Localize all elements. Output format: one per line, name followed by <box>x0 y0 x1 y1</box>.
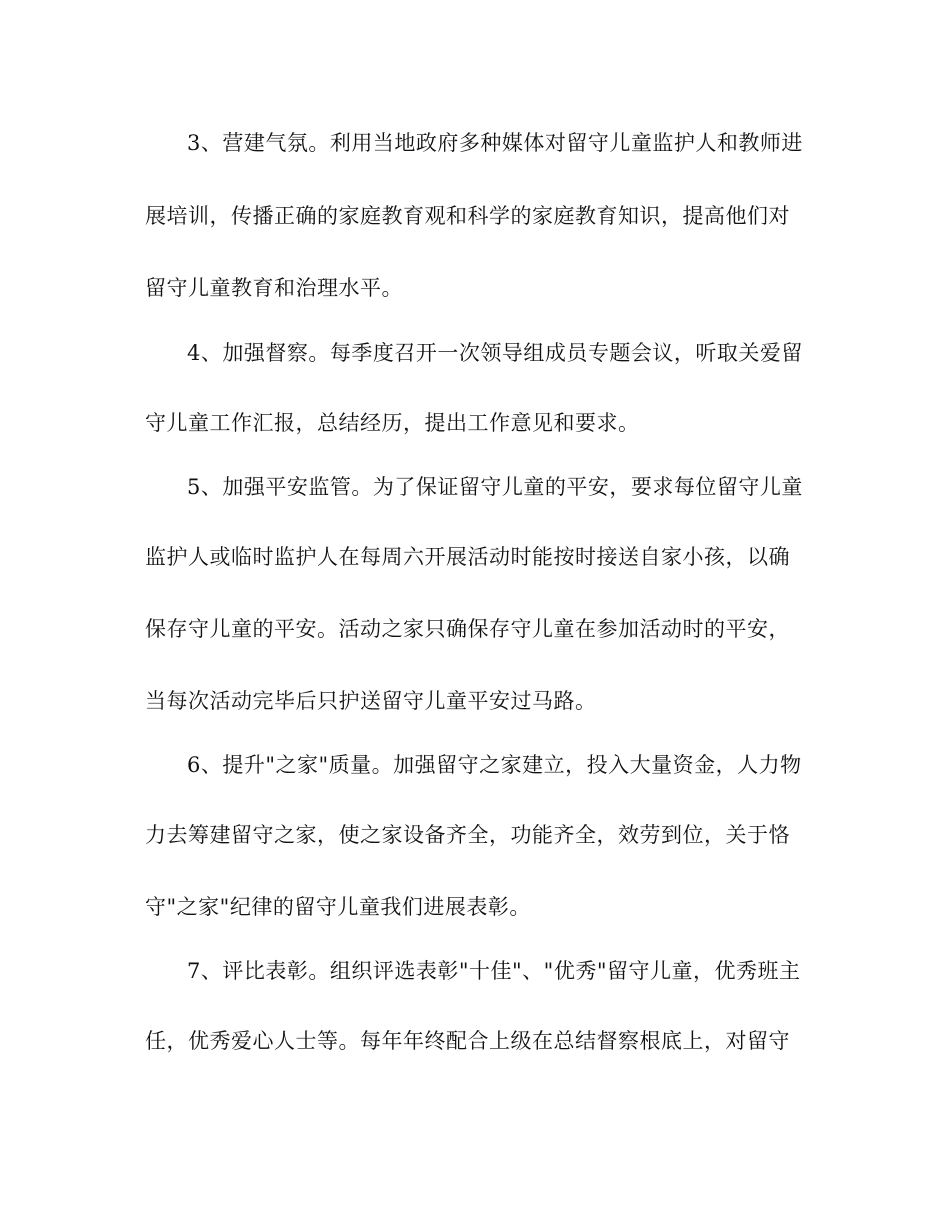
paragraph-5-line-1: 5、加强平安监管。为了保证留守儿童的平安，要求每位留守儿童 <box>187 475 803 499</box>
paragraph-6-line-2: 力去筹建留守之家，使之家设备齐全，功能齐全，效劳到位，关于恪 <box>145 823 790 847</box>
paragraph-5-line-2: 监护人或临时监护人在每周六开展活动时能按时接送自家小孩，以确 <box>145 545 790 569</box>
paragraph-4-line-2: 守儿童工作汇报，总结经历，提出工作意见和要求。 <box>145 411 640 435</box>
paragraph-7-line-1: 7、评比表彰。组织评选表彰"十佳"、"优秀"留守儿童，优秀班主 <box>187 959 801 983</box>
paragraph-3-line-2: 展培训，传播正确的家庭教育观和科学的家庭教育知识，提高他们对 <box>145 204 790 228</box>
paragraph-3-line-1: 3、营建气氛。利用当地政府多种媒体对留守儿童监护人和教师进 <box>187 131 803 155</box>
paragraph-3-line-3: 留守儿童教育和治理水平。 <box>145 276 403 300</box>
paragraph-4-line-1: 4、加强督察。每季度召开一次领导组成员专题会议，听取关爱留 <box>187 341 803 365</box>
paragraph-5-line-3: 保存守儿童的平安。活动之家只确保存守儿童在参加活动时的平安， <box>145 617 790 641</box>
paragraph-7-line-2: 任，优秀爱心人士等。每年年终配合上级在总结督察根底上，对留守 <box>145 1029 790 1053</box>
paragraph-6-line-3: 守"之家"纪律的留守儿童我们进展表彰。 <box>145 895 531 919</box>
paragraph-6-line-1: 6、提升"之家"质量。加强留守之家建立，投入大量资金，人力物 <box>187 753 802 777</box>
paragraph-5-line-4: 当每次活动完毕后只护送留守儿童平安过马路。 <box>145 689 597 713</box>
